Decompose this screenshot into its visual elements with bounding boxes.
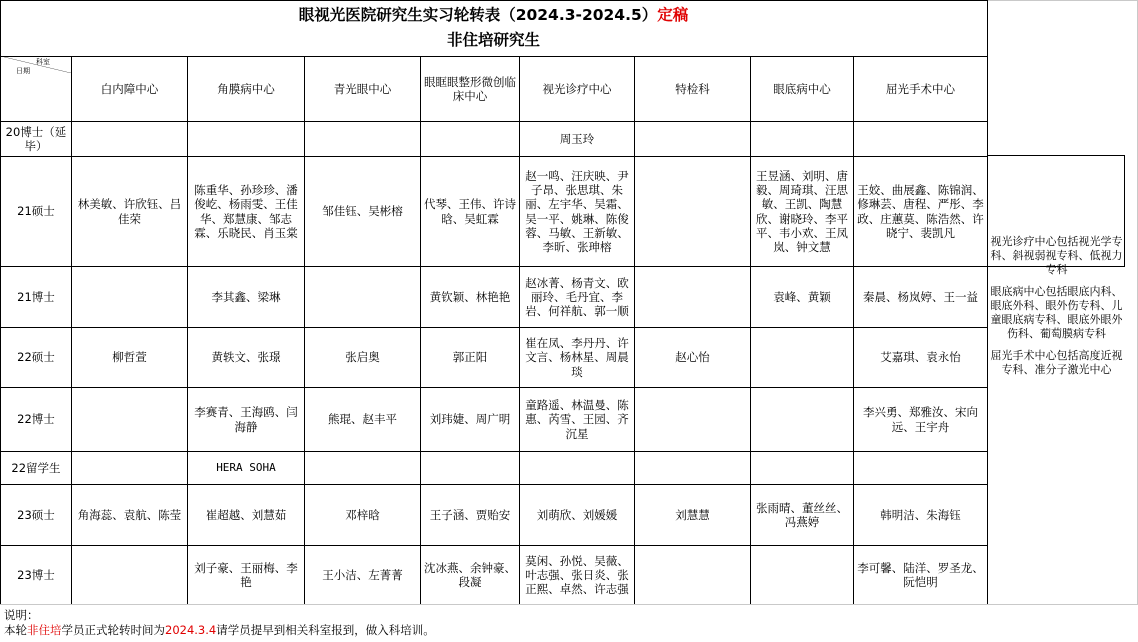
assignment-cell: 熊琨、赵丰平 [328,412,397,427]
assignment-cell [72,388,187,451]
assignment-cell: 赵一鸣、汪庆映、尹子昂、张思琪、朱丽、左宇华、吴霜、吴一平、姚琳、陈俊蓉、马敏、王新敏、李昕、张珅榕 [525,168,629,255]
row-label: 22留学生 [11,460,61,475]
corner-header-date: 日期 [16,67,30,75]
assignment-cell: 刘玮婕、周广明 [429,412,511,427]
department-header: 屈光手术中心 [886,81,955,96]
row-label: 23博士 [17,567,55,582]
assignment-cell: 角海蕊、袁航、陈莹 [77,507,182,522]
assignment-cell: 李赛青、王海鸥、闫海静 [194,405,298,434]
footer-label: 说明： [4,608,39,622]
final-status: 定稿 [657,6,689,24]
assignment-cell [751,328,853,387]
note-fundus: 眼底病中心包括眼底内科、眼底外科、眼外伤专科、儿童眼底病专科、眼底外眼外伤科、葡萄膜病专科 [990,285,1123,340]
assignment-cell [751,546,853,604]
assignment-cell: 袁峰、黄颖 [773,289,831,304]
assignment-cell [751,452,853,484]
grid-line [988,0,1138,1]
assignment-cell [635,157,750,266]
assignment-cell: 刘萌欣、刘媛媛 [536,507,618,522]
assignment-cell: 邹佳钰、吴彬榕 [322,204,403,219]
assignment-cell [635,546,750,604]
department-header: 特检科 [675,81,710,96]
row-label: 22硕士 [17,350,55,365]
corner-header-department: 科室 [36,58,50,66]
row-label: 20博士（延毕） [5,124,67,153]
footer-note [4,623,435,637]
assignment-cell: 赵冰菁、杨青文、欧丽玲、毛丹宜、李岩、何祥航、郭一顺 [525,275,629,319]
assignment-cell [305,267,420,327]
assignment-cell: 李其鑫、梁琳 [211,289,281,304]
assignment-cell: 黄钦颖、林艳艳 [429,289,511,304]
row-label: 21博士 [17,289,55,304]
assignment-cell: 沈冰燕、余钟豪、段凝 [424,560,516,589]
assignment-cell [854,452,987,484]
grid-line [988,155,1125,156]
assignment-cell: 艾嘉琪、袁永怡 [880,350,961,365]
assignment-cell: 张启奥 [345,350,380,365]
assignment-cell [421,452,519,484]
assignment-cell [421,122,519,156]
assignment-cell: 李兴勇、郑雅汝、宋向远、王宇舟 [863,405,978,434]
sheet-subtitle: 非住培研究生 [446,31,540,49]
department-header: 角膜病中心 [217,81,275,96]
footer-highlight-date: 2024.3.4 [165,623,217,637]
assignment-cell: 刘慧慧 [675,507,710,522]
assignment-cell [72,122,187,156]
assignment-cell: 代琴、王伟、许诗晗、吴虹霖 [424,197,516,226]
footer-suffix: 请学员提早到相关科室报到，做入科培训。 [216,623,435,637]
assignment-cell: 崔在凤、李丹丹、许文言、杨林星、周晨琰 [525,336,629,379]
assignment-cell: 邓梓晗 [345,507,380,522]
assignment-cell: 赵心怡 [675,350,710,365]
assignment-cell: 林美敏、许欣钰、吕佳荣 [77,197,182,226]
department-notes [988,235,1125,385]
row-label: 23硕士 [17,507,55,522]
assignment-cell [635,388,750,451]
assignment-cell: 王小洁、左菁菁 [322,567,403,582]
assignment-cell: 陈重华、孙珍珍、潘俊屹、杨雨雯、王佳华、郑慧康、邹志霖、乐晓民、肖玉棠 [194,182,298,240]
note-refractive: 屈光手术中心包括高度近视专科、准分子激光中心 [990,349,1123,376]
title-text: 眼视光医院研究生实习轮转表（2024.3-2024.5） [298,6,658,24]
assignment-cell: 秦晨、杨岚婷、王一益 [863,289,978,304]
assignment-cell [520,452,634,484]
assignment-cell [305,122,420,156]
department-header: 眼底病中心 [773,81,831,96]
department-header: 视光诊疗中心 [542,81,612,96]
assignment-cell: 王昱涵、刘明、唐毅、周琦琪、汪思敏、王凯、陶慧欣、谢晓玲、李平平、韦小欢、王凤岚、钟文慧 [756,168,848,255]
department-header: 白内障中心 [100,81,159,96]
assignment-cell: 王姣、曲展鑫、陈锦润、修琳芸、唐程、严彤、李政、庄蕙莫、陈浩然、许晓宁、裴凯凡 [857,182,984,240]
note-optometry: 视光诊疗中心包括视光学专科、斜视弱视专科、低视力专科 [990,235,1123,276]
footer-highlight-program: 非住培 [27,623,62,637]
assignment-cell: 柳哲萱 [112,350,147,365]
assignment-cell [188,122,304,156]
footer-prefix: 本轮 [4,623,27,637]
assignment-cell [72,267,187,327]
assignment-cell: 周玉玲 [559,131,595,146]
assignment-cell: 刘子豪、王丽梅、李艳 [194,560,298,589]
assignment-cell [72,452,187,484]
row-label: 22博士 [17,412,55,427]
grid-line [0,0,987,1]
assignment-cell [751,388,853,451]
assignment-cell: 张雨晴、董丝丝、冯燕婷 [756,500,848,529]
assignment-cell [635,452,750,484]
assignment-cell: HERA SOHA [216,460,276,474]
assignment-cell: 韩明洁、朱海钰 [880,507,961,522]
assignment-cell: 崔超越、刘慧茹 [205,507,287,522]
assignment-cell: 王子涵、贾贻安 [429,507,511,522]
assignment-cell: 童路遥、林温曼、陈惠、芮雪、王园、齐沉星 [525,398,629,441]
assignment-cell [751,122,853,156]
assignment-cell: 李可馨、陆洋、罗圣龙、阮恺明 [857,560,984,589]
grid-line [0,604,1138,605]
assignment-cell [305,452,420,484]
footer-middle: 学员正式轮转时间为 [61,623,165,637]
department-header: 青光眼中心 [333,81,392,96]
sheet-title [0,6,987,25]
assignment-cell: 黄轶文、张璟 [211,350,281,365]
assignment-cell: 莫闲、孙悦、吴薇、叶志强、张日炎、张正熙、卓然、许志强 [525,553,629,597]
assignment-cell [854,122,987,156]
assignment-cell [635,122,750,156]
assignment-cell [72,546,187,604]
row-label: 21硕士 [17,204,55,219]
assignment-cell: 郭正阳 [452,350,488,365]
department-header: 眼眶眼整形微创临床中心 [424,74,516,103]
assignment-cell [635,267,750,327]
